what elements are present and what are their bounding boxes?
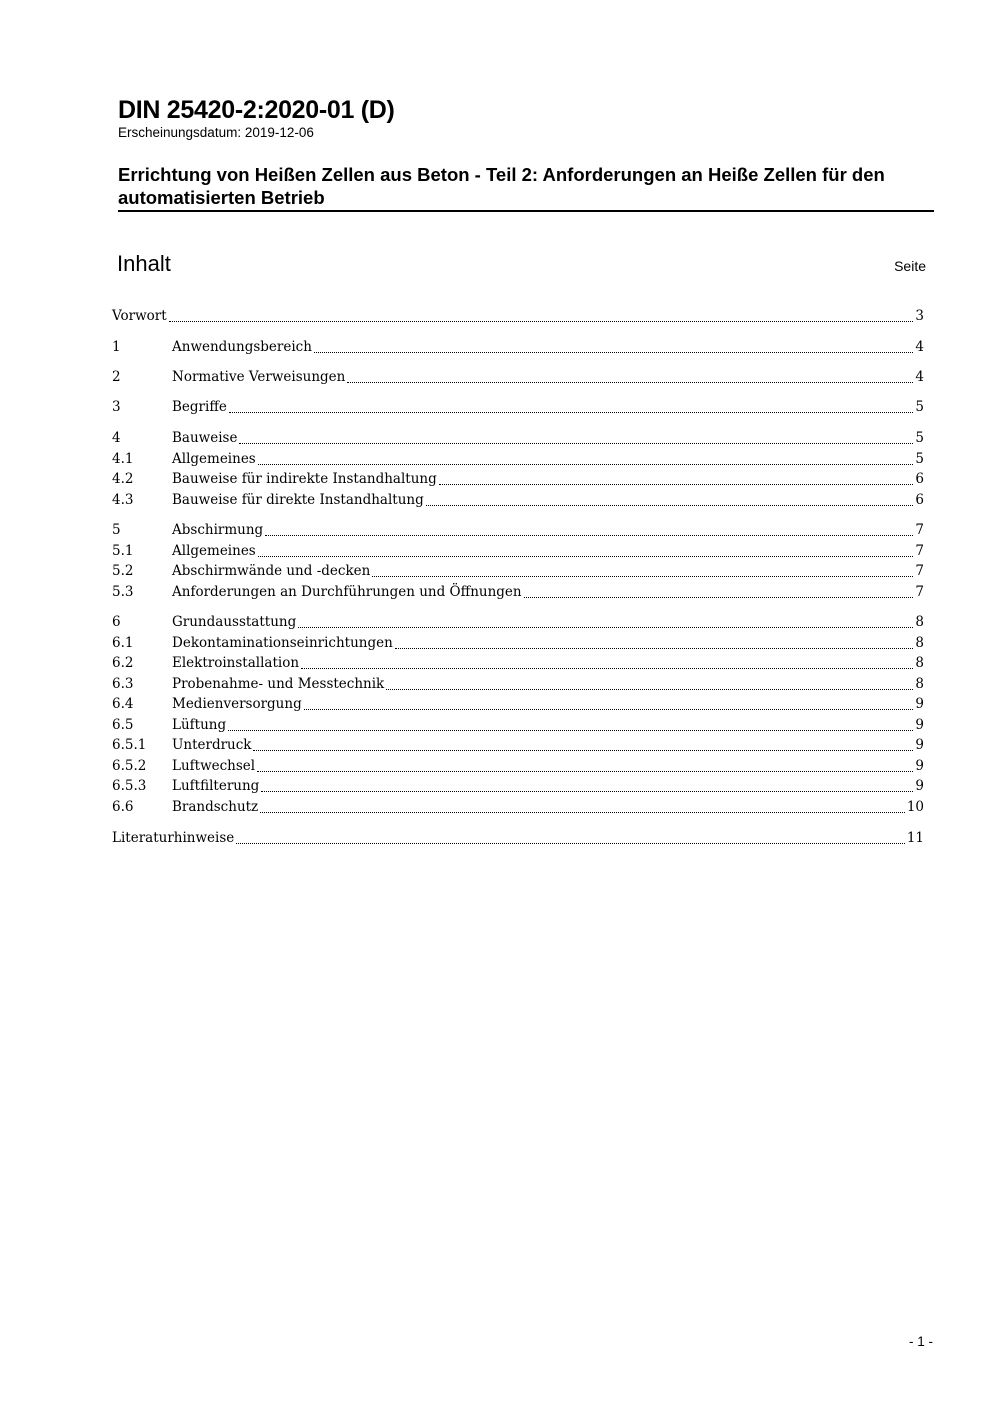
toc-entry-page: 7 bbox=[915, 584, 924, 600]
toc-entry-title: Bauweise für direkte Instandhaltung bbox=[172, 492, 424, 508]
toc-entry-number: 6.5.1 bbox=[112, 737, 147, 753]
toc-entry[interactable] bbox=[112, 828, 924, 848]
toc-entry-number: 6 bbox=[112, 614, 121, 630]
toc-entry-title: Luftwechsel bbox=[172, 758, 256, 774]
toc-heading: Inhalt bbox=[117, 251, 171, 276]
toc-dot-leader bbox=[298, 626, 913, 628]
toc-entry-title: Dekontaminationseinrichtungen bbox=[172, 635, 393, 651]
toc-entry-number: 6.3 bbox=[112, 676, 134, 692]
toc-entry-number: 6.2 bbox=[112, 655, 134, 671]
toc-entry-number: 4.3 bbox=[112, 492, 134, 508]
toc-entry[interactable] bbox=[112, 715, 924, 735]
toc-dot-leader bbox=[301, 667, 913, 669]
toc-entry[interactable] bbox=[112, 367, 924, 387]
toc-entry[interactable] bbox=[112, 306, 924, 326]
toc-dot-leader bbox=[228, 729, 913, 731]
toc-entry-number: 5.1 bbox=[112, 543, 134, 559]
toc-entry-number: 5.3 bbox=[112, 584, 134, 600]
toc-entry-page: 4 bbox=[915, 369, 924, 385]
toc-entry[interactable] bbox=[112, 337, 924, 357]
toc-entry-page: 8 bbox=[915, 676, 924, 692]
toc-entry-title: Abschirmwände und -decken bbox=[172, 563, 371, 579]
toc-entry-number: 4.2 bbox=[112, 471, 134, 487]
toc-entry-title: Brandschutz bbox=[172, 799, 259, 815]
toc-entry-title: Lüftung bbox=[172, 717, 227, 733]
toc-dot-leader bbox=[257, 770, 913, 772]
toc-entry-page: 4 bbox=[915, 339, 924, 355]
toc-dot-leader bbox=[265, 534, 913, 536]
document-title: Errichtung von Heißen Zellen aus Beton - Teil 2: Anforderungen an Heiße Zellen für den automatisierten Betrieb bbox=[118, 164, 885, 208]
toc-entry-page: 8 bbox=[915, 655, 924, 671]
publication-date: Erscheinungsdatum: 2019-12-06 bbox=[118, 125, 314, 140]
toc-entry-number: 6.1 bbox=[112, 635, 134, 651]
toc-entry-number: 4.1 bbox=[112, 451, 134, 467]
toc-entry-page: 8 bbox=[915, 635, 924, 651]
toc-dot-leader bbox=[524, 596, 914, 598]
toc-entry-number: 4 bbox=[112, 430, 121, 446]
toc-dot-leader bbox=[258, 555, 914, 557]
toc-entry-title: Allgemeines bbox=[172, 543, 256, 559]
toc-entry-page: 5 bbox=[915, 451, 924, 467]
toc-entry-number: 6.4 bbox=[112, 696, 134, 712]
toc-entry-number: 6.5 bbox=[112, 717, 134, 733]
toc-entry-title: Elektroinstallation bbox=[172, 655, 300, 671]
toc-entry-page: 9 bbox=[915, 696, 924, 712]
toc-entry-title: Normative Verweisungen bbox=[172, 369, 346, 385]
toc-entry-page: 8 bbox=[915, 614, 924, 630]
toc-entry[interactable] bbox=[112, 428, 924, 448]
toc-entry-page: 9 bbox=[915, 717, 924, 733]
toc-dot-leader bbox=[426, 504, 914, 506]
toc-entry-page: 9 bbox=[915, 778, 924, 794]
toc-entry-page: 9 bbox=[915, 737, 924, 753]
page-number: - 1 - bbox=[908, 1334, 933, 1349]
toc-dot-leader bbox=[347, 381, 913, 383]
toc-entry-title: Vorwort bbox=[112, 308, 167, 324]
toc-entry[interactable] bbox=[112, 520, 924, 540]
toc-dot-leader bbox=[169, 320, 914, 322]
toc-dot-leader bbox=[258, 463, 914, 465]
toc-entry-number: 6.5.2 bbox=[112, 758, 147, 774]
toc-entry-title: Unterdruck bbox=[172, 737, 252, 753]
toc-dot-leader bbox=[236, 842, 905, 844]
toc-entry[interactable] bbox=[112, 612, 924, 632]
toc-entry-title: Anforderungen an Durchführungen und Öffnungen bbox=[172, 584, 522, 600]
toc-dot-leader bbox=[314, 351, 913, 353]
toc-dot-leader bbox=[260, 811, 905, 813]
document-id: DIN 25420-2:2020-01 (D) bbox=[118, 96, 395, 124]
toc-dot-leader bbox=[439, 483, 914, 485]
toc-entry-title: Probenahme- und Messtechnik bbox=[172, 676, 385, 692]
toc-entry[interactable] bbox=[112, 449, 924, 469]
toc-entry[interactable] bbox=[112, 653, 924, 673]
toc-entry-page: 9 bbox=[915, 758, 924, 774]
toc-dot-leader bbox=[372, 575, 913, 577]
toc-entry-title: Anwendungsbereich bbox=[172, 339, 312, 355]
toc-entry-page: 6 bbox=[915, 471, 924, 487]
toc-entry[interactable] bbox=[112, 541, 924, 561]
toc-entry-number: 6.5.3 bbox=[112, 778, 147, 794]
toc-entry[interactable] bbox=[112, 756, 924, 776]
toc-entry[interactable] bbox=[112, 561, 924, 581]
toc-dot-leader bbox=[395, 647, 914, 649]
toc-entry-number: 6.6 bbox=[112, 799, 134, 815]
toc-entry-page: 7 bbox=[915, 563, 924, 579]
toc-entry-title: Bauweise für indirekte Instandhaltung bbox=[172, 471, 437, 487]
toc-entry-page: 7 bbox=[915, 522, 924, 538]
toc-entry-page: 11 bbox=[906, 830, 924, 846]
toc-entry-title: Bauweise bbox=[172, 430, 238, 446]
toc-entry-page: 5 bbox=[915, 430, 924, 446]
toc-entry[interactable] bbox=[112, 694, 924, 714]
toc-entry[interactable] bbox=[112, 490, 924, 510]
toc-entry-page: 5 bbox=[915, 399, 924, 415]
toc-entry-number: 2 bbox=[112, 369, 121, 385]
toc-dot-leader bbox=[261, 790, 913, 792]
toc-entry-number: 5 bbox=[112, 522, 121, 538]
toc-entry[interactable] bbox=[112, 397, 924, 417]
toc-entry-title: Begriffe bbox=[172, 399, 227, 415]
toc-entry-title: Medienversorgung bbox=[172, 696, 302, 712]
toc-entry[interactable] bbox=[112, 469, 924, 489]
toc-entry-number: 5.2 bbox=[112, 563, 134, 579]
toc-entry[interactable] bbox=[112, 797, 924, 817]
toc-dot-leader bbox=[229, 411, 914, 413]
toc-entry-page: 10 bbox=[906, 799, 924, 815]
toc-entry-page: 6 bbox=[915, 492, 924, 508]
toc-entry-page: 7 bbox=[915, 543, 924, 559]
toc-entry-number: 1 bbox=[112, 339, 121, 355]
toc-entry[interactable] bbox=[112, 735, 924, 755]
toc-entry[interactable] bbox=[112, 633, 924, 653]
toc-entry[interactable] bbox=[112, 674, 924, 694]
toc-entry-title: Abschirmung bbox=[172, 522, 264, 538]
toc-entry-page: 3 bbox=[915, 308, 924, 324]
toc-entry-title: Allgemeines bbox=[172, 451, 256, 467]
toc-entry-title: Grundausstattung bbox=[172, 614, 297, 630]
toc-entry[interactable] bbox=[112, 776, 924, 796]
toc-entry[interactable] bbox=[112, 582, 924, 602]
toc-entry-title: Luftfilterung bbox=[172, 778, 260, 794]
toc-dot-leader bbox=[253, 749, 913, 751]
toc-dot-leader bbox=[304, 708, 914, 710]
toc-entry-title: Literaturhinweise bbox=[112, 830, 235, 846]
toc-entry-number: 3 bbox=[112, 399, 121, 415]
toc-dot-leader bbox=[386, 688, 913, 690]
toc-dot-leader bbox=[239, 442, 913, 444]
toc-page-column-label: Seite bbox=[894, 258, 926, 274]
